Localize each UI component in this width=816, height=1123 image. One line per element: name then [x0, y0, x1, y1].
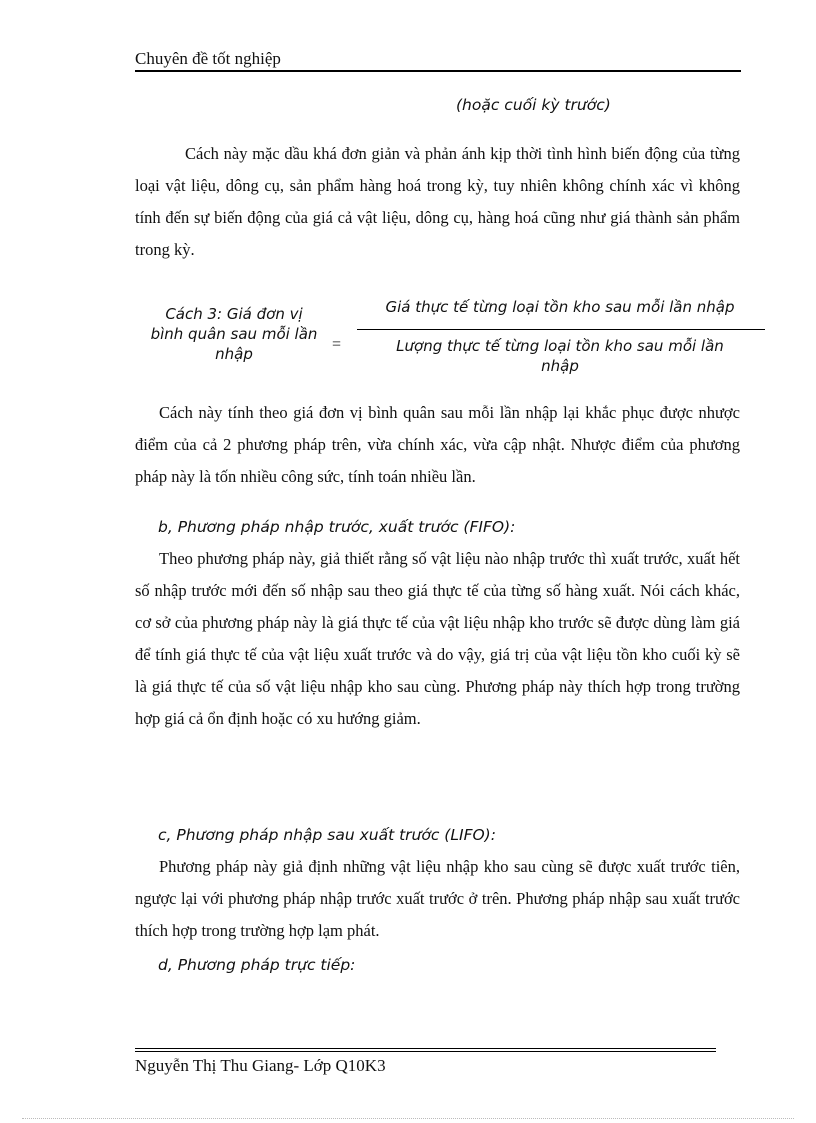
section-b-heading: b, Phương pháp nhập trước, xuất trước (FIFO):	[158, 518, 516, 536]
section-c-text: Phương pháp này giả định những vật liệu nhập kho sau cùng sẽ được xuất trước tiên, ngược lại với phương pháp nhập trước xuất trước ở trên. Phương pháp nhập sau xuất trước thích hợp trong trường hợp lạm phát.	[135, 857, 740, 940]
paragraph-2: Cách này tính theo giá đơn vị bình quân sau mỗi lần nhập lại khắc phục được nhược điểm của cả 2 phương pháp trên, vừa chính xác, vừa cập nhật. Nhược điểm của phương pháp này là tốn nhiều công sức, tính toán nhiều lần.	[135, 403, 740, 486]
formula-denominator-line2: nhập	[541, 357, 579, 375]
footer-text: Nguyễn Thị Thu Giang- Lớp Q10K3	[135, 1056, 386, 1075]
formula-numerator: Giá thực tế từng loại tồn kho sau mỗi lần nhập	[385, 298, 735, 316]
section-d-heading: d, Phương pháp trực tiếp:	[158, 956, 356, 974]
footer-rule-bottom	[135, 1051, 716, 1052]
formula-left-line1: Cách 3: Giá đơn vị	[165, 305, 303, 323]
page-bottom-edge	[22, 1118, 794, 1119]
section-c-heading: c, Phương pháp nhập sau xuất trước (LIFO):	[158, 826, 496, 844]
formula-denominator	[357, 336, 763, 376]
formula-equals: =	[332, 336, 342, 353]
formula-left-label	[143, 304, 325, 364]
header-rule	[135, 70, 741, 72]
page-header-title: Chuyên đề tốt nghiệp	[135, 49, 281, 68]
footer-rule-top	[135, 1048, 716, 1049]
formula-left-line2: bình quân sau mỗi lần	[150, 325, 318, 343]
formula-denominator-line1: Lượng thực tế từng loại tồn kho sau mỗi lần	[396, 337, 724, 355]
fraction-line	[357, 329, 765, 330]
intro-line: (hoặc cuối kỳ trước)	[456, 96, 611, 114]
formula-left-line3: nhập	[215, 345, 253, 363]
section-b-text: Theo phương pháp này, giả thiết rằng số vật liệu nào nhập trước thì xuất trước, xuất hết số nhập trước mới đến số nhập sau theo giá thực tế của từng số hàng xuất. Nói cách khác, cơ sở của phương pháp này là giá thực tế của vật liệu nhập kho trước sẽ được dùng làm giá để tính giá thực tế của vật liệu xuất trước và do vậy, giá trị của vật liệu tồn kho cuối kỳ sẽ là giá thực tế của số vật liệu nhập kho sau cùng. Phương pháp này thích hợp trong trường hợp giá cả ổn định hoặc có xu hướng giảm.	[135, 549, 740, 728]
paragraph-1: Cách này mặc dầu khá đơn giản và phản ánh kịp thời tình hình biến động của từng loại vật liệu, dông cụ, sản phẩm hàng hoá trong kỳ, tuy nhiên không chính xác vì không tính đến sự biến động của giá cả vật liệu, dông cụ, hàng hoá cũng như giá thành sản phẩm trong kỳ.	[135, 144, 740, 259]
